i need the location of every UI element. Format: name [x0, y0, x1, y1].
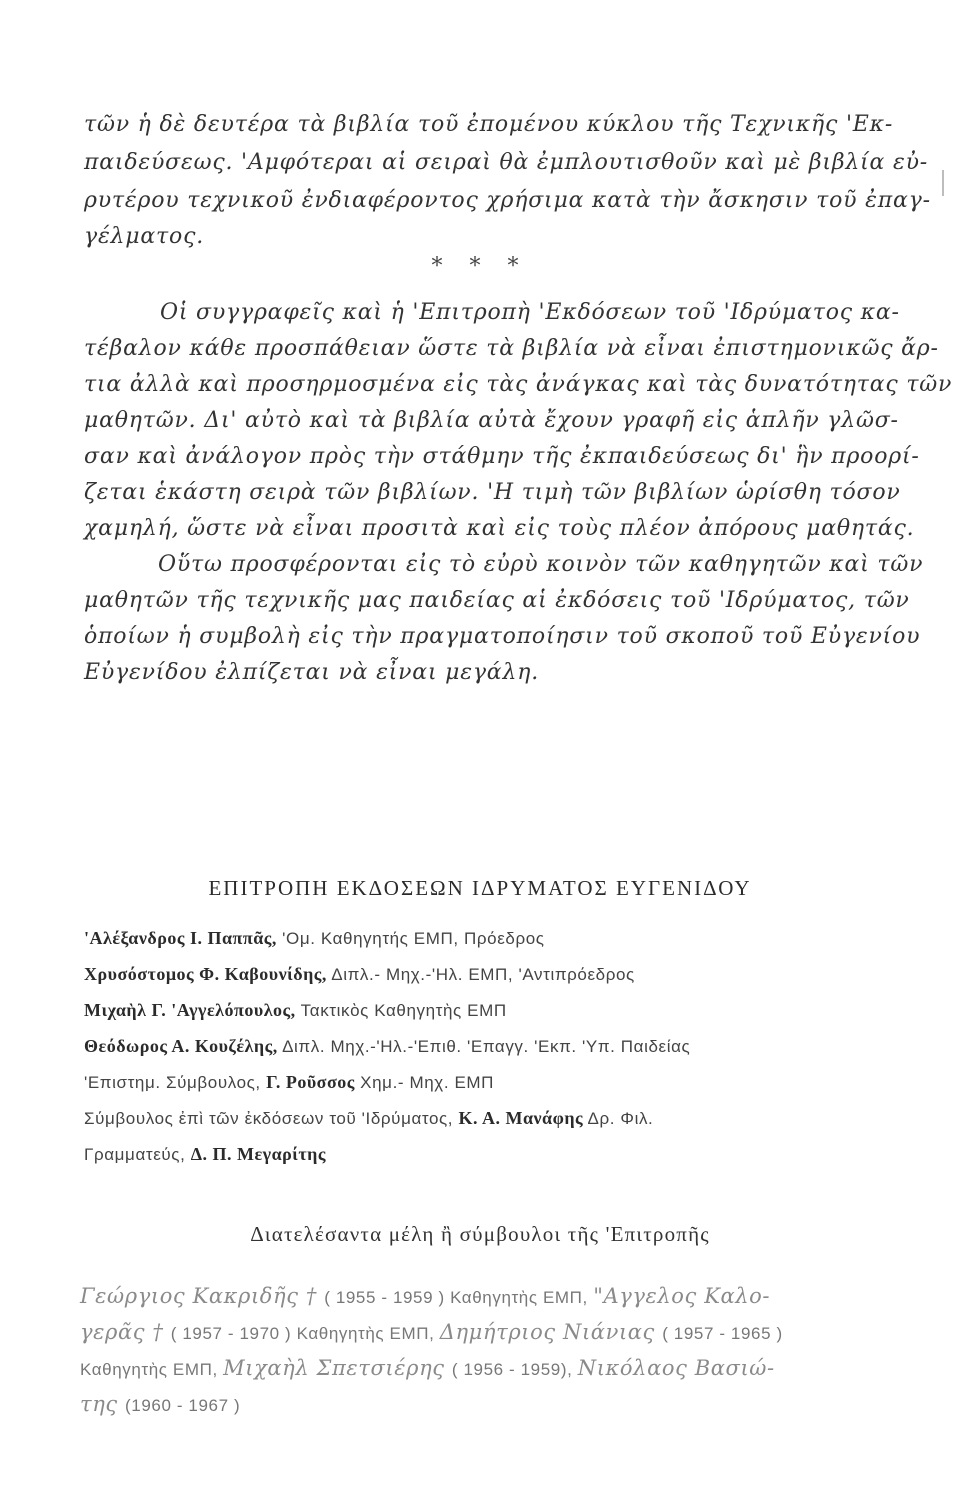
past-member-name: Μιχαὴλ Σπετσιέρης — [223, 1356, 452, 1380]
body-line: μαθητῶν τῆς τεχνικῆς μας παιδείας αἱ ἐκδόσεις τοῦ 'Ιδρύματος, τῶν — [84, 588, 910, 613]
past-member-detail: ( 1957 - 1970 ) Καθηγητὴς ΕΜΠ, — [170, 1324, 440, 1343]
body-line: Οὕτω προσφέρονται εἰς τὸ εὐρὺ κοινὸν τῶν καθηγητῶν καὶ τῶν — [158, 552, 924, 577]
body-line: Οἱ συγγραφεῖς καὶ ἡ 'Επιτροπὴ 'Εκδόσεων τοῦ 'Ιδρύματος κα- — [160, 300, 900, 325]
committee-member — [84, 1072, 924, 1093]
intro-line: παιδεύσεως. 'Αμφότεραι αἱ σειραὶ θὰ ἐμπλουτισθοῦν καὶ μὲ βιβλία εὐ- — [84, 150, 928, 175]
body-line: τέβαλον κάθε προσπάθειαν ὥστε τὰ βιβλία νὰ εἶναι ἐπιστημονικῶς ἄρ- — [84, 336, 939, 361]
past-member-name: Νικόλαος Βασιώ- — [577, 1356, 775, 1380]
intro-line: τῶν ἡ δὲ δευτέρα τὰ βιβλία τοῦ ἐπομένου κύκλου τῆς Τεχνικῆς 'Εκ- — [84, 112, 894, 137]
member-role: Χημ.- Μηχ. ΕΜΠ — [354, 1073, 495, 1092]
past-member-detail: (1960 - 1967 ) — [125, 1396, 241, 1415]
past-member-detail: Καθηγητὴς ΕΜΠ, — [80, 1360, 224, 1379]
intro-line: γέλματος. — [84, 224, 204, 249]
body-line: ὁποίων ἡ συμβολὴ εἰς τὴν πραγματοποίησιν τοῦ σκοποῦ τοῦ Εὐγενίου — [84, 624, 921, 649]
member-name: 'Αλέξανδρος Ι. Παππᾶς, — [84, 928, 277, 948]
past-member-line — [80, 1392, 920, 1416]
member-name: Γ. Ροῦσσος — [266, 1072, 355, 1092]
past-member-name: "Αγγελος Καλο- — [593, 1284, 771, 1308]
body-line: μαθητῶν. Δι' αὐτὸ καὶ τὰ βιβλία αὐτὰ ἔχουν γραφῆ εἰς ἁπλῆν γλῶσ- — [84, 408, 899, 433]
committee-heading: ΕΠΙΤΡΟΠΗ ΕΚΔΟΣΕΩΝ ΙΔΡΥΜΑΤΟΣ ΕΥΓΕΝΙΔΟΥ — [208, 876, 752, 900]
section-separator: * * * — [431, 254, 529, 279]
body-line: ζεται ἑκάστη σειρὰ τῶν βιβλίων. 'Η τιμὴ τῶν βιβλίων ὡρίσθη τόσον — [84, 480, 901, 505]
member-role: Διπλ. Μηχ.-'Ηλ.-'Επιθ. 'Επαγγ. 'Εκπ. 'Υπ. Παιδείας — [277, 1037, 691, 1056]
member-name: Κ. Α. Μανάφης — [458, 1108, 584, 1128]
past-member-name: Δημήτριος Νιάνιας — [439, 1320, 663, 1344]
body-line: τια ἀλλὰ καὶ προσηρμοσμένα εἰς τὰς ἀνάγκας καὶ τὰς δυνατότητας τῶν — [84, 372, 953, 397]
committee-member — [84, 1000, 924, 1021]
member-role-prefix: Σύμβουλος ἐπὶ τῶν ἐκδόσεων τοῦ 'Ιδρύματος, — [84, 1109, 459, 1128]
past-member-line — [80, 1284, 920, 1308]
past-member-line — [80, 1320, 920, 1344]
committee-member — [84, 928, 924, 949]
intro-line: ρυτέρου τεχνικοῦ ἐνδιαφέροντος χρήσιμα κατὰ τὴν ἄσκησιν τοῦ ἐπαγ- — [84, 188, 931, 213]
committee-member — [84, 1108, 924, 1129]
member-name: Θεόδωρος Α. Κουζέλης, — [84, 1036, 278, 1056]
member-name: Χρυσόστομος Φ. Καβουνίδης, — [84, 964, 327, 984]
member-role: 'Ομ. Καθηγητής ΕΜΠ, Πρόεδρος — [276, 929, 545, 948]
scan-mark — [942, 170, 944, 196]
committee-member — [84, 1036, 924, 1057]
member-role: Διπλ.- Μηχ.-'Ηλ. ΕΜΠ, 'Αντιπρόεδρος — [326, 965, 635, 984]
past-member-detail: ( 1957 - 1965 ) — [662, 1324, 783, 1343]
past-members-heading: Διατελέσαντα μέλη ἢ σύμβουλοι τῆς 'Επιτροπῆς — [250, 1222, 710, 1246]
past-member-detail: ( 1956 - 1959), — [451, 1360, 578, 1379]
past-member-detail: ( 1955 - 1959 ) Καθηγητὴς ΕΜΠ, — [324, 1288, 594, 1307]
body-line: σαν καὶ ἀνάλογον πρὸς τὴν στάθμην τῆς ἐκπαιδεύσεως δι' ἣν προορί- — [84, 444, 920, 469]
committee-member — [84, 1144, 924, 1165]
member-name: Δ. Π. Μεγαρίτης — [190, 1144, 326, 1164]
member-role-prefix: 'Επιστημ. Σύμβουλος, — [84, 1073, 267, 1092]
body-line: Εὐγενίδου ἐλπίζεται νὰ εἶναι μεγάλη. — [84, 660, 539, 685]
past-member-name: γερᾶς † — [80, 1320, 171, 1344]
member-role: Δρ. Φιλ. — [583, 1109, 654, 1128]
past-member-name: της — [80, 1392, 126, 1416]
body-line: χαμηλή, ὥστε νὰ εἶναι προσιτὰ καὶ εἰς τοὺς πλέον ἀπόρους μαθητάς. — [84, 516, 915, 541]
member-name: Μιχαὴλ Γ. 'Αγγελόπουλος, — [84, 1000, 296, 1020]
past-member-line — [80, 1356, 920, 1380]
past-member-name: Γεώργιος Κακριδῆς † — [80, 1284, 325, 1308]
member-role-prefix: Γραμματεύς, — [84, 1145, 191, 1164]
committee-member — [84, 964, 924, 985]
member-role: Τακτικὸς Καθηγητὴς ΕΜΠ — [295, 1001, 507, 1020]
